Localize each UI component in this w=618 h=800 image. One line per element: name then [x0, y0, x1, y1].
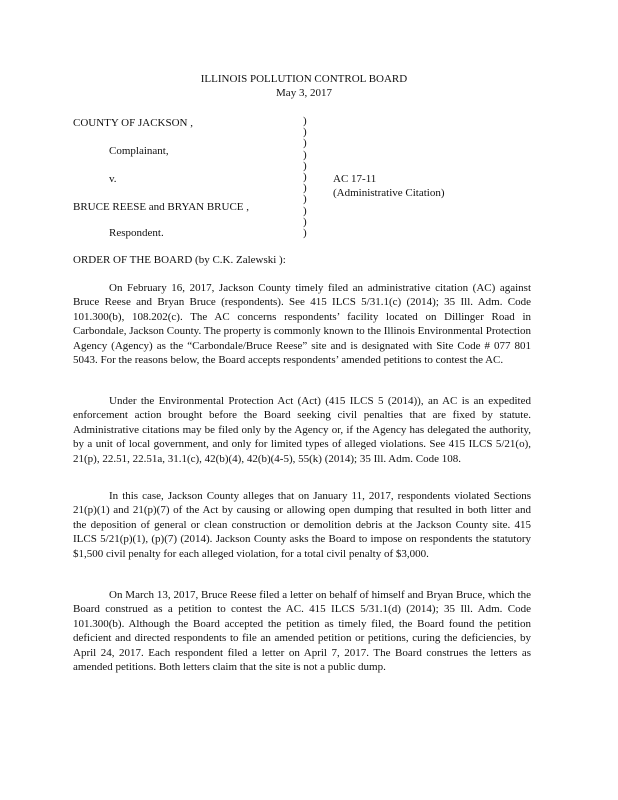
- paragraph-1: On February 16, 2017, Jackson County timely filed an administrative citation (AC) against Bruce Reese and Bryan Bruce (respondents). See 415 ILCS 5/31.1(c) (2014); 35 Ill. Adm. Code 101.300(b), 108.202(c). The AC concerns respondents’ facility located on Dillinger Road in Carbondale, Jackson County. The property is commonly known to the Illinois Environmental Protection Agency (Agency) as the “Carbondale/Bruce Reese” site and is designated with Site Code # 077 801 5043. For the reasons below, the Board accepts respondents’ amended petitions to contest the AC.: [73, 282, 531, 367]
- caption-paren: ): [303, 182, 307, 195]
- caption-parentheses: [303, 116, 313, 239]
- caption-paren: ): [303, 170, 307, 183]
- paragraph-3: In this case, Jackson County alleges that on January 11, 2017, respondents violated Sections 21(p)(1) and 21(p)(7) of the Act by causing or allowing open dumping that resulted in both litter and the deposition of general or clean construction or demolition debris at the Jackson County site. 415 ILCS 5/21(p)(1), (p)(7) (2014). Jackson County asks the Board to impose on respondents the statutory $1,500 civil penalty for each alleged violation, for a total civil penalty of $3,000.: [73, 490, 531, 560]
- caption-paren: ): [303, 115, 307, 127]
- respondent-label: Respondent.: [109, 227, 164, 239]
- caption-paren: ): [303, 193, 307, 206]
- caption-paren: ): [303, 137, 307, 150]
- complainant-party: COUNTY OF JACKSON ,: [73, 117, 193, 129]
- board-name-heading: ILLINOIS POLLUTION CONTROL BOARD: [200, 73, 408, 85]
- respondent-party: BRUCE REESE and BRYAN BRUCE ,: [73, 201, 250, 213]
- paragraph-4: On March 13, 2017, Bruce Reese filed a letter on behalf of himself and Bryan Bruce, which the Board construed as a petition to contest the AC. 415 ILCS 5/31.1(d) (2014); 35 Ill. Adm. Code 101.300(b). Although the Board accepted the petition as timely filed, the Board found the petition deficient and directed respondents to file an amended petition or petitions, curing the deficiencies, by April 24, 2017. Each respondent filed a letter on April 7, 2017. The Board construes the letters as amended petitions. Both letters claim that the site is not a public dump.: [73, 589, 531, 674]
- case-type: (Administrative Citation): [333, 187, 445, 199]
- versus-label: v.: [109, 173, 117, 185]
- caption-paren: ): [303, 226, 307, 239]
- caption-paren: ): [303, 204, 307, 217]
- caption-paren: ): [303, 148, 307, 161]
- case-number: AC 17-11: [333, 173, 377, 185]
- caption-paren: ): [303, 159, 307, 172]
- order-date: May 3, 2017: [276, 87, 332, 99]
- case-caption: [73, 116, 543, 241]
- complainant-label: Complainant,: [109, 145, 169, 157]
- paragraph-2: Under the Environmental Protection Act (Act) (415 ILCS 5 (2014)), an AC is an expedited enforcement action brought before the Board seeking civil penalties that are fixed by statute. Administrative citations may be filed only by the Agency or, if the Agency has delegated the authority, by a unit of local government, and only for limited types of alleged violations. See 415 ILCS 5/21(o), 21(p), 22.51, 22.51a, 31.1(c), 42(b)(4), 42(b)(4-5), 55(k) (2014); 35 Ill. Adm. Code 108.: [73, 395, 531, 465]
- order-heading: ORDER OF THE BOARD (by C.K. Zalewski ):: [73, 254, 286, 266]
- caption-paren: ): [303, 215, 307, 228]
- caption-paren: ): [303, 126, 307, 139]
